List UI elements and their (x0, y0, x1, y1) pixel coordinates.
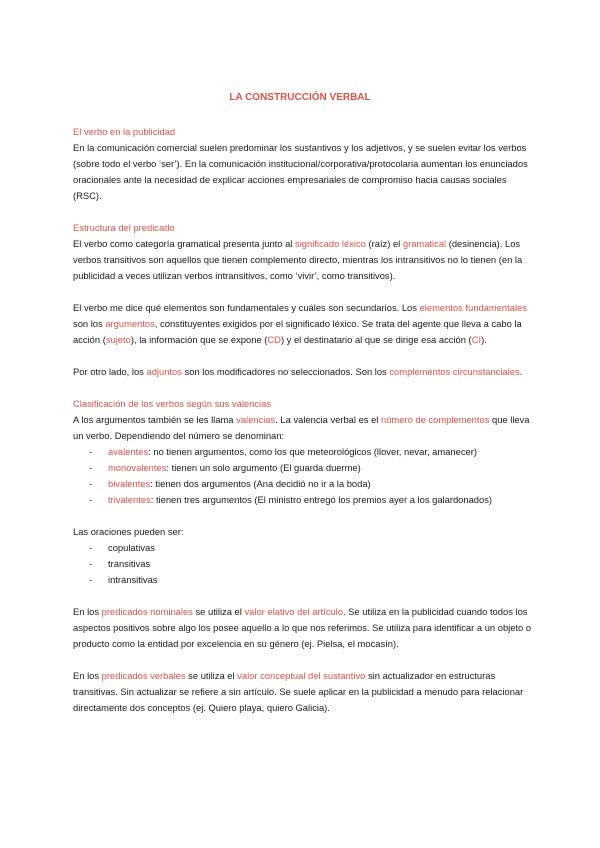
paragraph-verbo-publicidad: En la comunicación comercial suelen predominar los sustantivos y los adjetivos, y se suelen evitar los verbos (sobre todo el verbo ‘ser’). En la comunicación institucional/corporativa/protocolaria aumentan los enunciados oracionales ante la necesidad de explicar acciones empresariales de compromiso hacia causas sociales (RSC). (73, 142, 528, 201)
list-item: - avalentes: no tienen argumentos, como los que meteorológicos (llover, nevar, amanecer) (73, 444, 533, 460)
term-significado-lexico: significado léxico (295, 238, 366, 249)
term-valor-conceptual: valor conceptual del sustantivo (237, 670, 366, 681)
list-item: - bivalentes: tienen dos argumentos (Ana decidió no ir a la boda) (73, 476, 533, 492)
document-title: LA CONSTRUCCIÓN VERBAL (229, 92, 371, 103)
term-predicados-nominales: predicados nominales (101, 606, 193, 617)
list-item: - trivalentes: tienen tres argumentos (El ministro entregó los premios ayer a los galardonados) (73, 492, 533, 508)
paragraph-adjuntos: Por otro lado, los adjuntos son los modificadores no seleccionados. Son los complementos circunstanciales. (73, 366, 523, 377)
list-item: - transitivas (73, 556, 533, 572)
section-heading-estructura-predicado: Estructura del predicado (73, 222, 175, 233)
document-body (73, 124, 533, 716)
list-item: - intransitivas (73, 572, 533, 588)
term-argumentos: argumentos (105, 318, 155, 329)
term-adjuntos: adjuntos (146, 366, 182, 377)
paragraph-categoria-gramatical: El verbo como categoría gramatical presenta junto al significado léxico (raíz) el gramatical (desinencia). Los verbos transitivos son aquellos que tienen complemento directo, mientras los intransitivos no lo tienen (en la publicidad a veces utilizan verbos intransitivos, como ‘vivir’, como transitivos). (73, 238, 523, 281)
term-complementos-circunstanciales: complementos circunstanciales (389, 366, 520, 377)
paragraph-predicados-nominales: En los predicados nominales se utiliza el valor elativo del artículo. Se utiliza en la publicidad cuando todos los aspectos positivos sobre algo los posee aquello a lo que nos referimos. Se utiliza para identificar a un objeto o producto como la entidad por excelencia en su género (ej. Pielsa, el mocasín). (73, 606, 532, 649)
list-item: - copulativas (73, 540, 533, 556)
term-elementos-fundamentales: elementos fundamentales (419, 302, 527, 313)
paragraph-predicados-verbales: En los predicados verbales se utiliza el valor conceptual del sustantivo sin actualizador en estructuras transitivas. Sin actualizar se refiere a sin artículo. Se suele aplicar en la publicidad a menudo para relacionar directamente dos conceptos (ej. Quiero playa, quiero Galicia). (73, 670, 524, 713)
oraciones-list (73, 540, 533, 588)
paragraph-oraciones-intro: Las oraciones pueden ser: (73, 526, 184, 537)
section-heading-verbo-publicidad: El verbo en la publicidad (73, 126, 176, 137)
valencias-list (73, 444, 533, 508)
section-heading-clasificacion-verbos: Clasificación de los verbos según sus valencias (73, 398, 272, 409)
term-sujeto: sujeto (105, 334, 131, 345)
term-valencias: valencias (236, 414, 276, 425)
term-numero-complementos: número de complementos (381, 414, 490, 425)
term-ci: CI (471, 334, 482, 345)
term-predicados-verbales: predicados verbales (101, 670, 186, 681)
paragraph-elementos-fundamentales: El verbo me dice qué elementos son fundamentales y cuáles son secundarios. Los elementos fundamentales son los argumentos, constituyentes exigidos por el significado léxico. Se trata del agente que lleva a cabo la acción (sujeto), la información que se expone (CD) y el destinatario al que se dirige esa acción (CI). (73, 302, 527, 345)
paragraph-valencias: A los argumentos también se les llama valencias. La valencia verbal es el número de complementos que lleva un verbo. Dependiendo del número se denominan: (73, 414, 530, 441)
term-cd: CD (267, 334, 281, 345)
list-item: - monovalentes: tienen un solo argumento (El guarda duerme) (73, 460, 533, 476)
term-valor-elativo: valor elativo del artículo (244, 606, 343, 617)
term-gramatical: gramatical (402, 238, 447, 249)
